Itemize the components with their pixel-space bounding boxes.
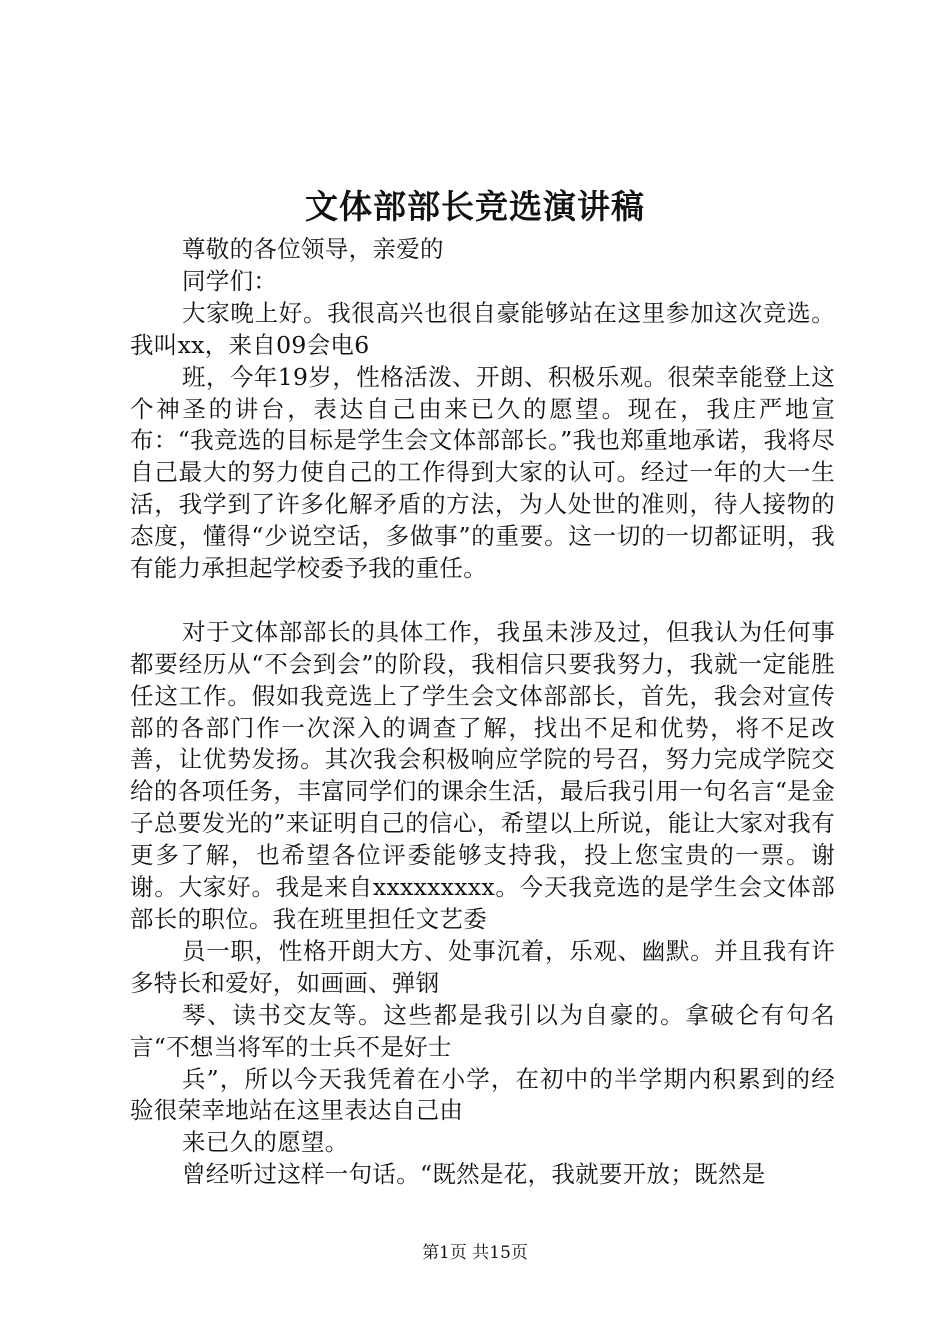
paragraph-personality: 员一职，性格开朗大方、处事沉着，乐观、幽默。并且我有许多特长和爱好，如画画、弹钢 <box>130 936 835 997</box>
paragraph-greeting-continued: 同学们： <box>182 266 278 295</box>
paragraph-wish: 来已久的愿望。 <box>182 1128 349 1157</box>
paragraph-quote: 曾经听过这样一句话。“既然是花，我就要开放；既然是 <box>182 1160 766 1189</box>
paragraph-background: 班，今年19岁，性格活泼、开朗、积极乐观。很荣幸能登上这个神圣的讲台，表达自己由来已久的愿望。现在，我庄严地宣布：“我竞选的目标是学生会文体部部长。”我也郑重地承诺，我将尽自己最大的努力使自己的工作得到大家的认可。经过一年的大一生活，我学到了许多化解矛盾的方法，为人处世的准则，待人接物的态度，懂得“少说空话，多做事”的重要。这一切的一切都证明，我有能力承担起学校委予我的重任。 <box>130 362 835 583</box>
paragraph-introduction: 大家晚上好。我很高兴也很自豪能够站在这里参加这次竞选。我叫xx，来自09会电6 <box>130 298 835 359</box>
document-body <box>130 234 835 1191</box>
paragraph-hobbies: 琴、读书交友等。这些都是我引以为自豪的。拿破仑有句名言“不想当将军的士兵不是好士 <box>130 1000 835 1061</box>
page-number-footer: 第1页 共15页 <box>422 1243 528 1263</box>
paragraph-plans: 对于文体部部长的具体工作，我虽未涉及过，但我认为任何事都要经历从“不会到会”的阶段，我相信只要我努力，我就一定能胜任这工作。假如我竞选上了学生会文体部部长，首先，我会对宣传部的各部门作一次深入的调查了解，找出不足和优势，将不足改善，让优势发扬。其次我会积极响应学院的号召，努力完成学院交给的各项任务，丰富同学们的课余生活，最后我引用一句名言“是金子总要发光的”来证明自己的信心，希望以上所说，能让大家对我有更多了解，也希望各位评委能够支持我，投上您宝贵的一票。谢谢。大家好。我是来自xxxxxxxxx。今天我竞选的是学生会文体部部长的职位。我在班里担任文艺委 <box>130 617 835 934</box>
paragraph-greeting: 尊敬的各位领导，亲爱的 <box>182 235 444 263</box>
paragraph-experience: 兵”，所以今天我凭着在小学，在初中的半学期内积累到的经验很荣幸地站在这里表达自己由 <box>130 1064 835 1125</box>
document-title: 文体部部长竞选演讲稿 <box>305 187 645 226</box>
